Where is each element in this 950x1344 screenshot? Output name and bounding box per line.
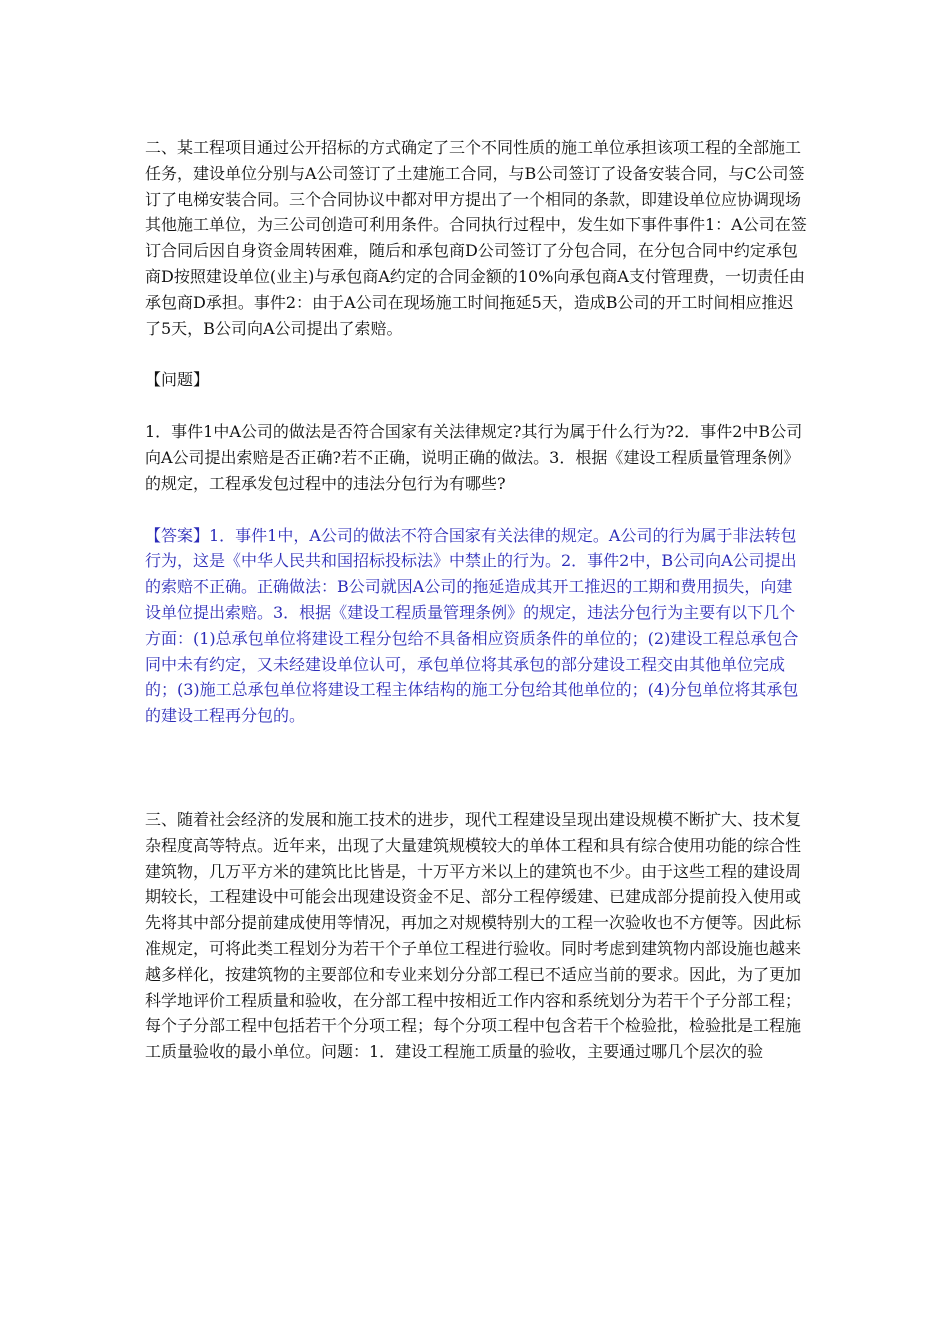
answer-text: 【答案】1．事件1中，A公司的做法不符合国家有关法律的规定。A公司的行为属于非法转包行为，这是《中华人民共和国招标投标法》中禁止的行为。2．事件2中，B公司向A公司提出的索赔不正确。正确做法：B公司就因A公司的拖延造成其开工推迟的工期和费用损失，向建设单位提出索赔。3．根据《建设工程质量管理条例》的规定，违法分包行为主要有以下几个方面：(1)总承包单位将建设工程分包给不具备相应资质条件的单位的；(2)建设工程总承包合同中未有约定，又未经建设单位认可，承包单位将其承包的部分建设工程交由其他单位完成的；(3)施工总承包单位将建设工程主体结构的施工分包给其他单位的；(4)分包单位将其承包的建设工程再分包的。	[145, 525, 799, 726]
questions-text: 1．事件1中A公司的做法是否符合国家有关法律规定?其行为属于什么行为?2．事件2中B公司向A公司提出索赔是否正确?若不正确，说明正确的做法。3．根据《建设工程质量管理条例》的规定，工程承发包过程中的违法分包行为有哪些?	[145, 422, 803, 493]
question-3-text: 三、随着社会经济的发展和施工技术的进步，现代工程建设呈现出建设规模不断扩大、技术复杂程度高等特点。近年来，出现了大量建筑规模较大的单体工程和具有综合使用功能的综合性建筑物，几万平方米的建筑比比皆是，十万平方米以上的建筑也不少。由于这些工程的建设周期较长，工程建设中可能会出现建设资金不足、部分工程停缓建、已建成部分提前投入使用或先将其中部分提前建成使用等情况，再加之对规模特别大的工程一次验收也不方便等。因此标准规定，可将此类工程划分为若干个子单位工程进行验收。同时考虑到建筑物内部设施也越来越多样化，按建筑物的主要部位和专业来划分分部工程已不适应当前的要求。因此，为了更加科学地评价工程质量和验收，在分部工程中按相近工作内容和系统划分为若干个子分部工程；每个子分部工程中包括若干个分项工程；每个分项工程中包含若干个检验批，检验批是工程施工质量验收的最小单位。问题：1．建设工程施工质量的验收，主要通过哪几个层次的验	[145, 809, 802, 1062]
document-page	[145, 135, 807, 1065]
question-2-text: 二、某工程项目通过公开招标的方式确定了三个不同性质的施工单位承担该项工程的全部施工任务，建设单位分别与A公司签订了土建施工合同，与B公司签订了设备安装合同，与C公司签订了电梯安装合同。三个合同协议中都对甲方提出了一个相同的条款，即建设单位应协调现场其他施工单位，为三公司创造可利用条件。合同执行过程中，发生如下事件事件1：A公司在签订合同后因自身资金周转困难，随后和承包商D公司签订了分包合同，在分包合同中约定承包商D按照建设单位(业主)与承包商A约定的合同金额的10%向承包商A支付管理费，一切责任由承包商D承担。事件2：由于A公司在现场施工时间拖延5天，造成B公司的开工时间相应推迟了5天，B公司向A公司提出了索赔。	[145, 138, 807, 338]
questions-heading: 【问题】	[145, 370, 210, 390]
